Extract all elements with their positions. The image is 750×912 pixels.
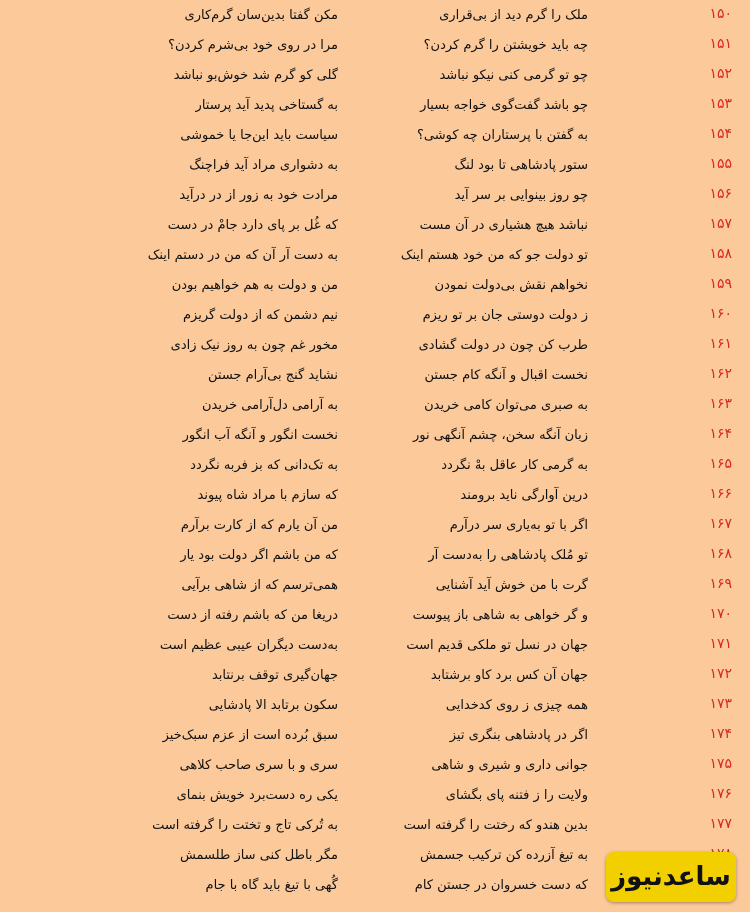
verse-row (0, 92, 750, 122)
first-hemistich: همه چیزی ز روی کدخدایی (445, 698, 588, 713)
first-hemistich: ستور پادشاهی تا بود لنگ (454, 158, 588, 173)
saednews-logo (606, 852, 736, 902)
verse-row (0, 242, 750, 272)
first-hemistich: بدین هندو که رختت را گرفته است (403, 818, 588, 833)
first-hemistich: به گرمی کار عاقل بهْ نگردد (441, 458, 588, 473)
first-hemistich: به تیغ آزرده کن ترکیب جسمش (420, 848, 588, 863)
verse-number: ۱۶۵ (709, 456, 732, 472)
verse-number: ۱۵۳ (709, 96, 732, 112)
second-hemistich: سیاست باید این‌جا یا خموشی (180, 128, 338, 143)
second-hemistich: به تُرکی تاج و تختت را گرفته است (152, 818, 338, 833)
verse-number: ۱۷۵ (709, 756, 732, 772)
verse-row (0, 542, 750, 572)
first-hemistich: که دست خسروان در جستن کام (414, 878, 588, 893)
first-hemistich: اگر با تو به‌یاری سر درآرم (449, 518, 588, 533)
first-hemistich: تو دولت جو که من خود هستم اینک (400, 248, 588, 263)
second-hemistich: سبق بُرده است از عزم سبک‌خیز (162, 728, 338, 743)
verse-number: ۱۶۰ (709, 306, 732, 322)
first-hemistich: تو مُلک پادشاهی را به‌دست آر (428, 548, 588, 563)
first-hemistich: نخواهم نقش بی‌دولت نمودن (434, 278, 588, 293)
verse-number: ۱۷۷ (709, 816, 732, 832)
second-hemistich: سری و با سری صاحب کلاهی (179, 758, 338, 773)
verse-number: ۱۶۴ (709, 426, 732, 442)
first-hemistich: نباشد هیچ هشیاری در آن مست (419, 218, 588, 233)
verse-number: ۱۵۴ (709, 126, 732, 142)
first-hemistich: جهان آن کس برد کاو برشتابد (430, 668, 588, 683)
second-hemistich: به گستاخی پدید آید پرستار (195, 98, 338, 113)
first-hemistich: ولایت را ز فتنه پای بگشای (445, 788, 588, 803)
verse-number: ۱۵۰ (709, 6, 732, 22)
verse-row (0, 812, 750, 842)
second-hemistich: جهان‌گیری توقف برنتابد (211, 668, 338, 683)
verse-row (0, 422, 750, 452)
verse-number: ۱۶۶ (709, 486, 732, 502)
second-hemistich: که من باشم اگر دولت بود یار (180, 548, 338, 563)
verse-number: ۱۵۷ (709, 216, 732, 232)
second-hemistich: نیم دشمن که از دولت گریزم (183, 308, 338, 323)
first-hemistich: و گر خواهی به شاهی باز پیوست (412, 608, 588, 623)
verse-row (0, 632, 750, 662)
second-hemistich: مرا در روی خود بی‌شرم کردن؟ (168, 38, 338, 53)
first-hemistich: نخست اقبال و آنگه کام جستن (424, 368, 588, 383)
second-hemistich: من و دولت به هم خواهیم بودن (171, 278, 338, 293)
verse-row (0, 722, 750, 752)
second-hemistich: مرادت خود به زور از در درآید (179, 188, 338, 203)
second-hemistich: به دست آر آن که من در دستم اینک (147, 248, 338, 263)
verse-number: ۱۷۲ (709, 666, 732, 682)
verse-row (0, 482, 750, 512)
second-hemistich: که غُل بر پای دارد جامْ در دست (167, 218, 338, 233)
first-hemistich: گرت با من خوش آید آشنایی (435, 578, 588, 593)
first-hemistich: چه باید خویشتن را گرم کردن؟ (423, 38, 588, 53)
second-hemistich: نشاید گنج بی‌آرام جستن (208, 368, 338, 383)
verse-row (0, 122, 750, 152)
verse-row (0, 182, 750, 212)
second-hemistich: همی‌ترسم که از شاهی برآیی (181, 578, 338, 593)
logo-text: ساعدنیوز (611, 862, 731, 892)
verse-row (0, 62, 750, 92)
first-hemistich: چو باشد گفت‌گوی خواجه بسیار (420, 98, 588, 113)
second-hemistich: گلی کو گرم شد خوش‌بو نباشد (173, 68, 338, 83)
second-hemistich: مکن گفتا بدین‌سان گرم‌کاری (184, 8, 338, 23)
verse-number: ۱۵۵ (709, 156, 732, 172)
verse-number: ۱۶۳ (709, 396, 732, 412)
verse-number: ۱۵۱ (709, 36, 732, 52)
second-hemistich: من آن یارم که از کارت برآرم (180, 518, 338, 533)
second-hemistich: نخست انگور و آنگه آب انگور (182, 428, 338, 443)
verse-row (0, 782, 750, 812)
second-hemistich: یکی ره دست‌برد خویش بنمای (176, 788, 338, 803)
verse-row (0, 272, 750, 302)
verse-number: ۱۷۳ (709, 696, 732, 712)
first-hemistich: طرب کن چون در دولت گشادی (418, 338, 588, 353)
first-hemistich: به گفتن با پرستاران چه کوشی؟ (417, 128, 588, 143)
verse-number: ۱۶۸ (709, 546, 732, 562)
verse-number: ۱۶۱ (709, 336, 732, 352)
verse-row (0, 212, 750, 242)
verse-row (0, 302, 750, 332)
second-hemistich: مخور غم چون به روز نیک زادی (170, 338, 338, 353)
second-hemistich: مگر باطل کنی ساز طلسمش (179, 848, 338, 863)
verse-number: ۱۶۷ (709, 516, 732, 532)
verse-number: ۱۵۶ (709, 186, 732, 202)
first-hemistich: ز دولت دوستی جان بر تو ریزم (422, 308, 588, 323)
second-hemistich: به‌دست دیگران عیبی عظیم است (159, 638, 338, 653)
first-hemistich: ملک را گرم دید از بی‌قراری (439, 8, 588, 23)
verse-row (0, 392, 750, 422)
first-hemistich: جوانی داری و شیری و شاهی (431, 758, 588, 773)
verse-number: ۱۶۲ (709, 366, 732, 382)
second-hemistich: به تک‌دانی که بز فربه نگردد (190, 458, 338, 473)
verse-number: ۱۷۶ (709, 786, 732, 802)
second-hemistich: دریغا من که باشم رفته از دست (167, 608, 338, 623)
verse-row (0, 692, 750, 722)
first-hemistich: چو تو گرمی کنی نیکو نباشد (439, 68, 588, 83)
second-hemistich: به دشواری مراد آید فراچنگ (189, 158, 338, 173)
verse-number: ۱۷۰ (709, 606, 732, 622)
verse-number: ۱۶۹ (709, 576, 732, 592)
verse-row (0, 662, 750, 692)
first-hemistich: زبان آنگه سخن، چشم آنگهی نور (413, 428, 588, 443)
verse-number: ۱۵۲ (709, 66, 732, 82)
verse-number: ۱۷۱ (709, 636, 732, 652)
second-hemistich: گُهی با تیغ باید گاه با جام (205, 878, 338, 893)
first-hemistich: جهان در نسل تو ملکی قدیم است (406, 638, 588, 653)
poem-list (0, 2, 750, 902)
verse-number: ۱۵۹ (709, 276, 732, 292)
verse-row (0, 332, 750, 362)
first-hemistich: درین آوارگی ناید برومند (460, 488, 588, 503)
verse-row (0, 512, 750, 542)
first-hemistich: اگر در پادشاهی بنگری تیز (449, 728, 588, 743)
second-hemistich: به آرامی دل‌آرامی خریدن (201, 398, 338, 413)
verse-row (0, 152, 750, 182)
second-hemistich: سکون برتابد الا پادشایی (208, 698, 338, 713)
verse-row (0, 362, 750, 392)
first-hemistich: چو روز بینوایی بر سر آید (454, 188, 588, 203)
verse-row (0, 2, 750, 32)
verse-row (0, 602, 750, 632)
verse-row (0, 32, 750, 62)
verse-number: ۱۷۴ (709, 726, 732, 742)
verse-row (0, 752, 750, 782)
second-hemistich: که سازم با مراد شاه پیوند (197, 488, 338, 503)
first-hemistich: به صبری می‌توان کامی خریدن (424, 398, 588, 413)
verse-row (0, 572, 750, 602)
verse-number: ۱۵۸ (709, 246, 732, 262)
verse-row (0, 452, 750, 482)
